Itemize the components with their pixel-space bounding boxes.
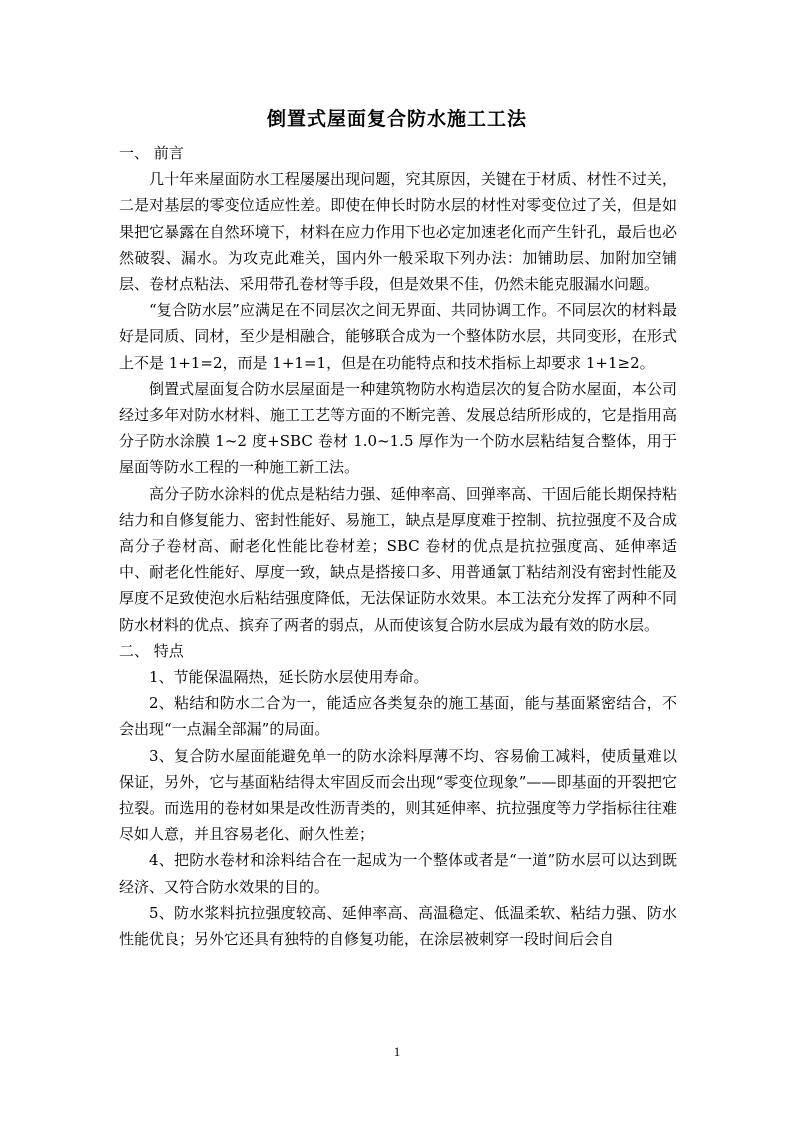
section-heading-preface: 一、 前言 — [119, 144, 184, 162]
paragraph: 高分子防水涂料的优点是粘结力强、延伸率高、回弹率高、干固后能长期保持粘结力和自修复能力、密封性能好、易施工，缺点是厚度难于控制、抗拉强度不及合成高分子卷材高、耐老化性能比卷材差；SBC 卷材的优点是抗拉强度高、延伸率适中、耐老化性能好、厚度一致，缺点是搭接口多、用普通氯丁粘结剂没有密封性能及厚度不足致使泡水后粘结强度降低，无法保证防水效果。本工法充分发挥了两种不同防水材料的优点、摈弃了两者的弱点，从而使该复合防水层成为最有效的防水层。 — [119, 484, 677, 634]
list-item: 1、节能保温隔热，延长防水层使用寿命。 — [149, 668, 429, 687]
document-title: 倒置式屋面复合防水施工工法 — [266, 108, 527, 130]
list-item: 4、把防水卷材和涂料结合在一起成为一个整体或者是“一道”防水层可以达到既经济、又符合防水效果的目的。 — [119, 851, 677, 896]
paragraph: “复合防水层”应满足在不同层次之间无界面、共同协调工作。不同层次的材料最好是同质、同材，至少是相融合，能够联合成为一个整体防水层，共同变形，在形式上不是 1+1=2，而是 1+1=1，但是在功能特点和技术指标上却要求 1+1≥2。 — [119, 301, 677, 372]
list-item: 2、粘结和防水二合为一，能适应各类复杂的施工基面，能与基面紧密结合，不会出现“一点漏全部漏”的局面。 — [119, 694, 677, 739]
paragraph: 几十年来屋面防水工程屡屡出现问题，究其原因，关键在于材质、材性不过关，二是对基层的零变位适应性差。即使在伸长时防水层的材性对零变位过了关，但是如果把它暴露在自然环境下，材料在应力作用下也必定加速老化而产生针孔，最后也必然破裂、漏水。为攻克此难关，国内外一般采取下列办法：加铺助层、加附加空铺层、卷材点粘法、采用带孔卷材等手段，但是效果不佳，仍然未能克服漏水问题。 — [119, 170, 677, 294]
list-item: 3、复合防水屋面能避免单一的防水涂料厚薄不均、容易偷工减料，使质量难以保证，另外，它与基面粘结得太牢固反而会出现“零变位现象”——即基面的开裂把它拉裂。而选用的卷材如果是改性沥青类的，则其延伸率、抗拉强度等力学指标往往难尽如人意，并且容易老化、耐久性差； — [119, 746, 677, 844]
list-item: 5、防水浆料抗拉强度较高、延伸率高、高温稳定、低温柔软、粘结力强、防水性能优良；另外它还具有独特的自修复功能，在涂层被刺穿一段时间后会自 — [119, 903, 677, 949]
page-number: 1 — [393, 1044, 401, 1059]
document-body — [119, 140, 677, 952]
section-heading-features: 二、 特点 — [119, 641, 184, 660]
paragraph: 倒置式屋面复合防水层屋面是一种建筑物防水构造层次的复合防水屋面，本公司经过多年对防水材料、施工工艺等方面的不断完善、发展总结所形成的，它是指用高分子防水涂膜 1~2 度+SBC 卷材 1.0~1.5 厚作为一个防水层粘结复合整体，用于屋面等防水工程的一种施工新工法。 — [119, 379, 677, 477]
